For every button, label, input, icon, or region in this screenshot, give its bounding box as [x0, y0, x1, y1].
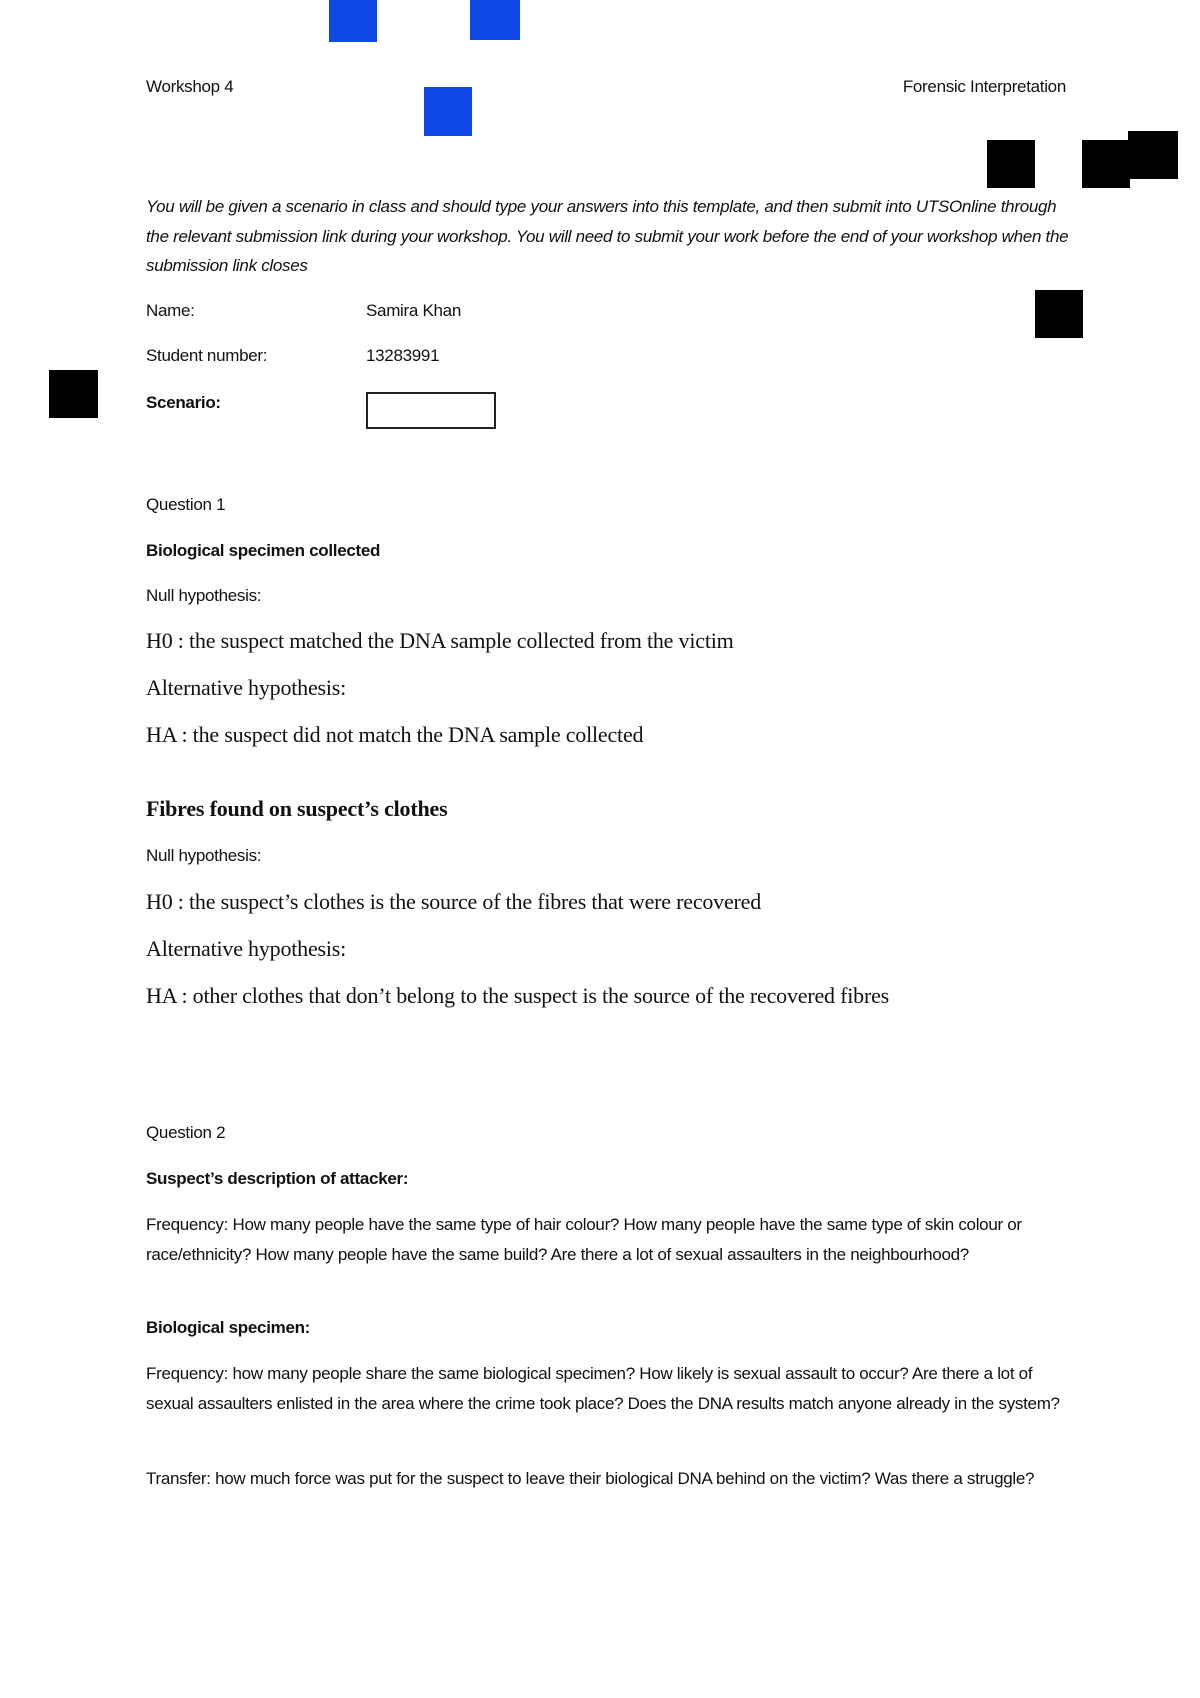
- intro-instructions: You will be given a scenario in class and should type your answers into this template, and then submit into UTSOnline through the relevant submission link during your workshop. You will need to submit your work before the end of your workshop when the submission link closes: [146, 197, 1069, 275]
- student-number-value: 13283991: [366, 346, 440, 365]
- redaction-mark: [329, 0, 377, 42]
- section-heading: Biological specimen:: [146, 1318, 311, 1337]
- null-hypothesis-label: Null hypothesis:: [146, 586, 262, 605]
- name-label: Name:: [146, 301, 195, 320]
- null-hypothesis: H0 : the suspect’s clothes is the source of the fibres that were recovered: [146, 889, 762, 914]
- section-heading: Suspect’s description of attacker:: [146, 1169, 409, 1188]
- redaction-mark: [1128, 131, 1178, 179]
- name-value: Samira Khan: [366, 301, 461, 320]
- alternative-hypothesis-label: Alternative hypothesis:: [146, 675, 347, 700]
- section-heading: Biological specimen collected: [146, 541, 381, 560]
- scenario-label: Scenario:: [146, 393, 221, 412]
- paragraph: Transfer: how much force was put for the suspect to leave their biological DNA behind on the victim? Was there a struggle?: [146, 1469, 1035, 1488]
- header-right: Forensic Interpretation: [902, 77, 1066, 96]
- paragraph: Frequency: how many people share the same biological specimen? How likely is sexual assault to occur? Are there a lot of sexual assaulters enlisted in the area where the crime took place? Does the DNA results match anyone already in the system?: [146, 1364, 1060, 1413]
- redaction-mark: [987, 140, 1035, 188]
- redaction-mark: [1035, 290, 1083, 338]
- null-hypothesis-label: Null hypothesis:: [146, 846, 262, 865]
- paragraph: Frequency: How many people have the same type of hair colour? How many people have the same type of skin colour or race/ethnicity? How many people have the same build? Are there a lot of sexual assaulters in the neighbourhood?: [146, 1215, 1022, 1264]
- student-number-label: Student number:: [146, 346, 268, 365]
- question-2-title: Question 2: [146, 1123, 226, 1142]
- question-1-title: Question 1: [146, 495, 226, 514]
- redaction-mark: [470, 0, 520, 40]
- header-left: Workshop 4: [146, 77, 234, 96]
- alternative-hypothesis-label: Alternative hypothesis:: [146, 936, 347, 961]
- redaction-mark: [49, 370, 98, 418]
- alternative-hypothesis: HA : other clothes that don’t belong to the suspect is the source of the recovered fibres: [146, 983, 890, 1008]
- scenario-input[interactable]: [366, 392, 496, 429]
- redaction-mark: [424, 87, 472, 136]
- redaction-mark: [1082, 140, 1130, 188]
- null-hypothesis: H0 : the suspect matched the DNA sample collected from the victim: [146, 628, 734, 653]
- section-heading: Fibres found on suspect’s clothes: [146, 796, 448, 821]
- alternative-hypothesis: HA : the suspect did not match the DNA sample collected: [146, 722, 644, 747]
